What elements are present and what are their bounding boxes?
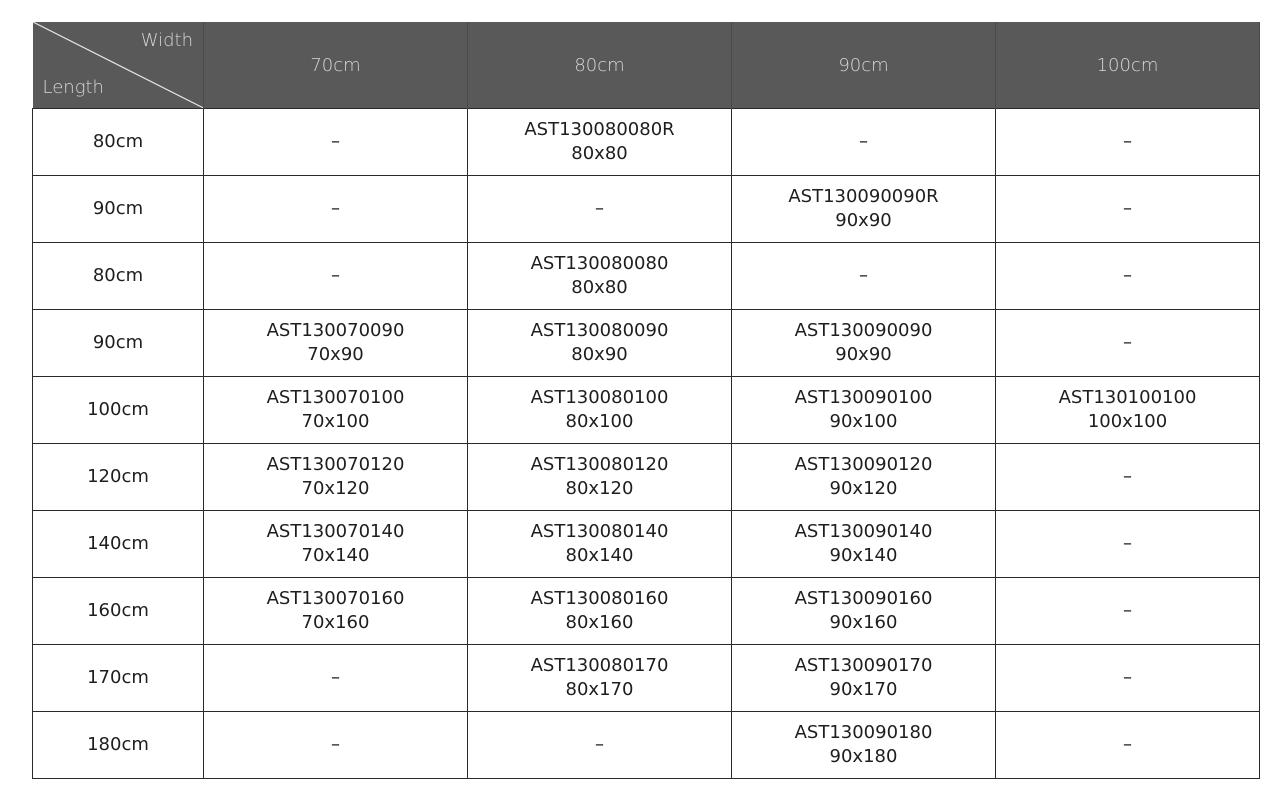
- unavailable-dash: –: [331, 667, 340, 688]
- size-cell: [468, 645, 732, 712]
- product-dimensions: 80x80: [571, 277, 628, 298]
- unavailable-dash: –: [859, 265, 868, 286]
- size-cell: [204, 645, 468, 712]
- row-length-label: 120cm: [33, 444, 204, 511]
- size-cell: [996, 511, 1260, 578]
- product-dimensions: 80x90: [571, 344, 628, 365]
- size-cell: [204, 578, 468, 645]
- unavailable-dash: –: [331, 198, 340, 219]
- product-dimensions: 70x160: [301, 612, 370, 633]
- product-dimensions: 100x100: [1087, 411, 1168, 432]
- unavailable-dash: –: [1123, 265, 1132, 286]
- product-dimensions: 80x100: [565, 411, 634, 432]
- product-code: AST130090090R: [788, 186, 939, 207]
- unavailable-dash: –: [1123, 734, 1132, 755]
- size-cell: [996, 109, 1260, 176]
- size-cell: [468, 176, 732, 243]
- product-dimensions: 80x120: [565, 478, 634, 499]
- table-row: [33, 511, 1260, 578]
- table-row: [33, 578, 1260, 645]
- row-length-label: 80cm: [33, 243, 204, 310]
- size-cell: [468, 712, 732, 779]
- product-code: AST130080160: [530, 588, 669, 609]
- product-dimensions: 90x120: [829, 478, 898, 499]
- row-length-label: 80cm: [33, 109, 204, 176]
- table-row: [33, 176, 1260, 243]
- width-axis-label: Width: [140, 30, 193, 51]
- product-code: AST130090170: [794, 655, 933, 676]
- size-cell: [204, 310, 468, 377]
- product-dimensions: 90x90: [835, 210, 892, 231]
- row-length-label: 180cm: [33, 712, 204, 779]
- size-cell: [468, 377, 732, 444]
- product-dimensions: 80x160: [565, 612, 634, 633]
- product-code: AST130080080: [530, 253, 669, 274]
- unavailable-dash: –: [331, 131, 340, 152]
- row-length-label: 90cm: [33, 176, 204, 243]
- row-length-label: 160cm: [33, 578, 204, 645]
- size-cell: [732, 109, 996, 176]
- product-dimensions: 80x80: [571, 143, 628, 164]
- width-header-100: 100cm: [996, 22, 1260, 109]
- size-cell: [732, 243, 996, 310]
- size-cell: [204, 176, 468, 243]
- unavailable-dash: –: [859, 131, 868, 152]
- size-cell: [468, 511, 732, 578]
- product-dimensions: 70x140: [301, 545, 370, 566]
- size-cell: [204, 243, 468, 310]
- unavailable-dash: –: [331, 265, 340, 286]
- size-cell: [468, 444, 732, 511]
- unavailable-dash: –: [1123, 466, 1132, 487]
- product-dimensions: 70x100: [301, 411, 370, 432]
- unavailable-dash: –: [1123, 131, 1132, 152]
- size-cell: [204, 712, 468, 779]
- width-header-80: 80cm: [468, 22, 732, 109]
- product-dimensions: 90x170: [829, 679, 898, 700]
- table-row: [33, 444, 1260, 511]
- size-cell: [204, 377, 468, 444]
- size-table: [32, 22, 1260, 779]
- length-axis-label: Length: [42, 77, 104, 98]
- product-code: AST130080080R: [524, 119, 675, 140]
- unavailable-dash: –: [1123, 600, 1132, 621]
- size-cell: [204, 511, 468, 578]
- product-code: AST130090120: [794, 454, 933, 475]
- unavailable-dash: –: [1123, 667, 1132, 688]
- product-dimensions: 70x120: [301, 478, 370, 499]
- table-row: [33, 243, 1260, 310]
- product-code: AST130070140: [266, 521, 405, 542]
- product-code: AST130070090: [266, 320, 405, 341]
- size-cell: [468, 109, 732, 176]
- product-code: AST130100100: [1058, 387, 1197, 408]
- product-code: AST130080140: [530, 521, 669, 542]
- product-dimensions: 90x90: [835, 344, 892, 365]
- product-code: AST130080090: [530, 320, 669, 341]
- product-dimensions: 90x100: [829, 411, 898, 432]
- row-length-label: 90cm: [33, 310, 204, 377]
- table-row: [33, 712, 1260, 779]
- size-cell: [732, 176, 996, 243]
- product-code: AST130080120: [530, 454, 669, 475]
- unavailable-dash: –: [595, 734, 604, 755]
- table-body: [33, 109, 1260, 779]
- size-cell: [996, 645, 1260, 712]
- row-length-label: 170cm: [33, 645, 204, 712]
- product-dimensions: 80x140: [565, 545, 634, 566]
- width-header-70: 70cm: [204, 22, 468, 109]
- size-cell: [732, 377, 996, 444]
- width-header-90: 90cm: [732, 22, 996, 109]
- row-length-label: 140cm: [33, 511, 204, 578]
- product-dimensions: 90x180: [829, 746, 898, 767]
- row-length-label: 100cm: [33, 377, 204, 444]
- table-row: [33, 377, 1260, 444]
- size-cell: [732, 645, 996, 712]
- table-row: [33, 310, 1260, 377]
- unavailable-dash: –: [1123, 198, 1132, 219]
- table-header: [33, 22, 1260, 109]
- product-dimensions: 90x140: [829, 545, 898, 566]
- product-dimensions: 90x160: [829, 612, 898, 633]
- size-cell: [996, 712, 1260, 779]
- size-cell: [732, 444, 996, 511]
- product-code: AST130090160: [794, 588, 933, 609]
- unavailable-dash: –: [331, 734, 340, 755]
- product-code: AST130090180: [794, 722, 933, 743]
- unavailable-dash: –: [1123, 332, 1132, 353]
- product-dimensions: 70x90: [307, 344, 364, 365]
- header-row: [33, 22, 1260, 109]
- size-cell: [468, 578, 732, 645]
- product-code: AST130090090: [794, 320, 933, 341]
- product-code: AST130080170: [530, 655, 669, 676]
- unavailable-dash: –: [1123, 533, 1132, 554]
- size-cell: [732, 310, 996, 377]
- size-cell: [732, 578, 996, 645]
- size-cell: [996, 310, 1260, 377]
- corner-header-cell: [33, 22, 204, 109]
- product-dimensions: 80x170: [565, 679, 634, 700]
- size-cell: [468, 310, 732, 377]
- product-code: AST130080100: [530, 387, 669, 408]
- product-code: AST130070100: [266, 387, 405, 408]
- product-code: AST130070160: [266, 588, 405, 609]
- size-cell: [732, 712, 996, 779]
- unavailable-dash: –: [595, 198, 604, 219]
- size-cell: [204, 444, 468, 511]
- size-cell: [996, 243, 1260, 310]
- size-cell: [204, 109, 468, 176]
- size-cell: [996, 444, 1260, 511]
- table-row: [33, 645, 1260, 712]
- table-row: [33, 109, 1260, 176]
- size-cell: [732, 511, 996, 578]
- product-code: AST130090140: [794, 521, 933, 542]
- size-cell: [996, 176, 1260, 243]
- size-cell: [468, 243, 732, 310]
- size-cell: [996, 578, 1260, 645]
- size-cell: [996, 377, 1260, 444]
- product-code: AST130070120: [266, 454, 405, 475]
- product-code: AST130090100: [794, 387, 933, 408]
